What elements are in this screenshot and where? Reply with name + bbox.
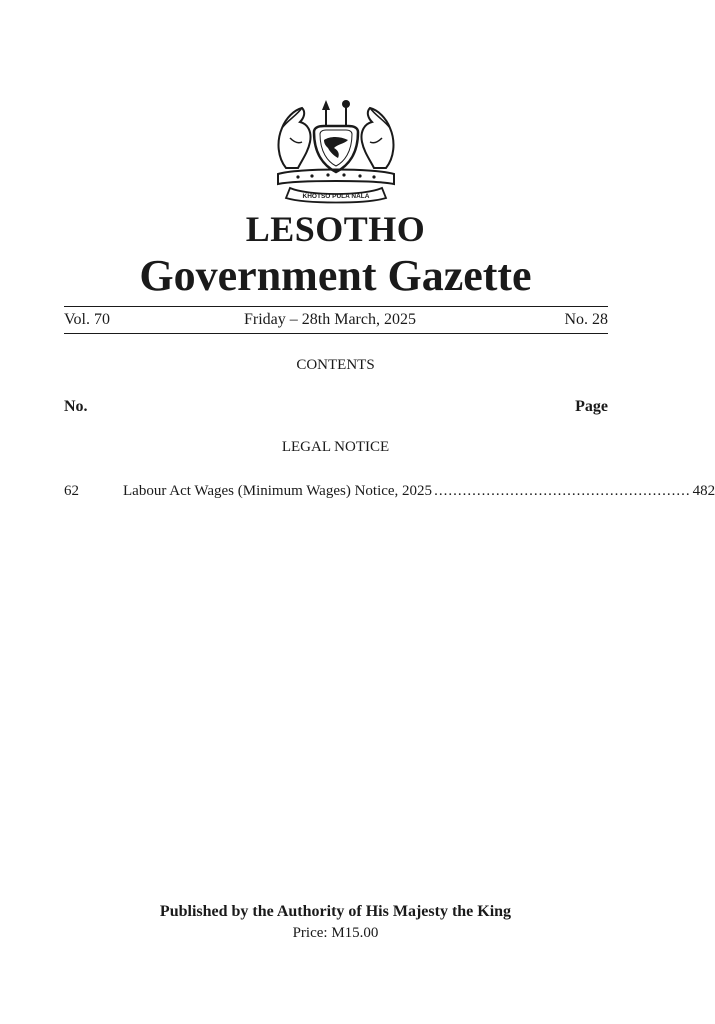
country-title: LESOTHO — [245, 209, 426, 249]
masthead-bottom-rule — [64, 333, 608, 334]
contents-heading: CONTENTS — [296, 357, 375, 373]
motto-text: KHOTSO PULA NALA — [302, 193, 370, 200]
masthead-top-rule — [64, 306, 608, 307]
section-heading-legal-notice: LEGAL NOTICE — [281, 439, 390, 455]
entry-number: 62 — [64, 483, 79, 499]
issue-date: Friday – 28th March, 2025 — [244, 311, 416, 328]
contents-entry[interactable] — [64, 483, 715, 500]
issue-number: No. 28 — [564, 311, 608, 328]
publication-title: Government Gazette — [139, 251, 532, 300]
coat-of-arms-emblem — [268, 98, 404, 202]
publisher-authority: Published by the Authority of His Majesty the King — [159, 903, 512, 920]
price-label: Price: M15.00 — [292, 925, 379, 941]
entry-title: Labour Act Wages (Minimum Wages) Notice, 2025 — [123, 483, 433, 499]
column-header-no: No. — [64, 398, 88, 415]
entry-page-number: 482 — [692, 483, 715, 499]
column-header-page: Page — [575, 398, 608, 415]
volume-label: Vol. 70 — [64, 311, 110, 328]
dot-leader: ...................................................... — [434, 483, 691, 499]
masthead-info-row — [64, 311, 608, 329]
